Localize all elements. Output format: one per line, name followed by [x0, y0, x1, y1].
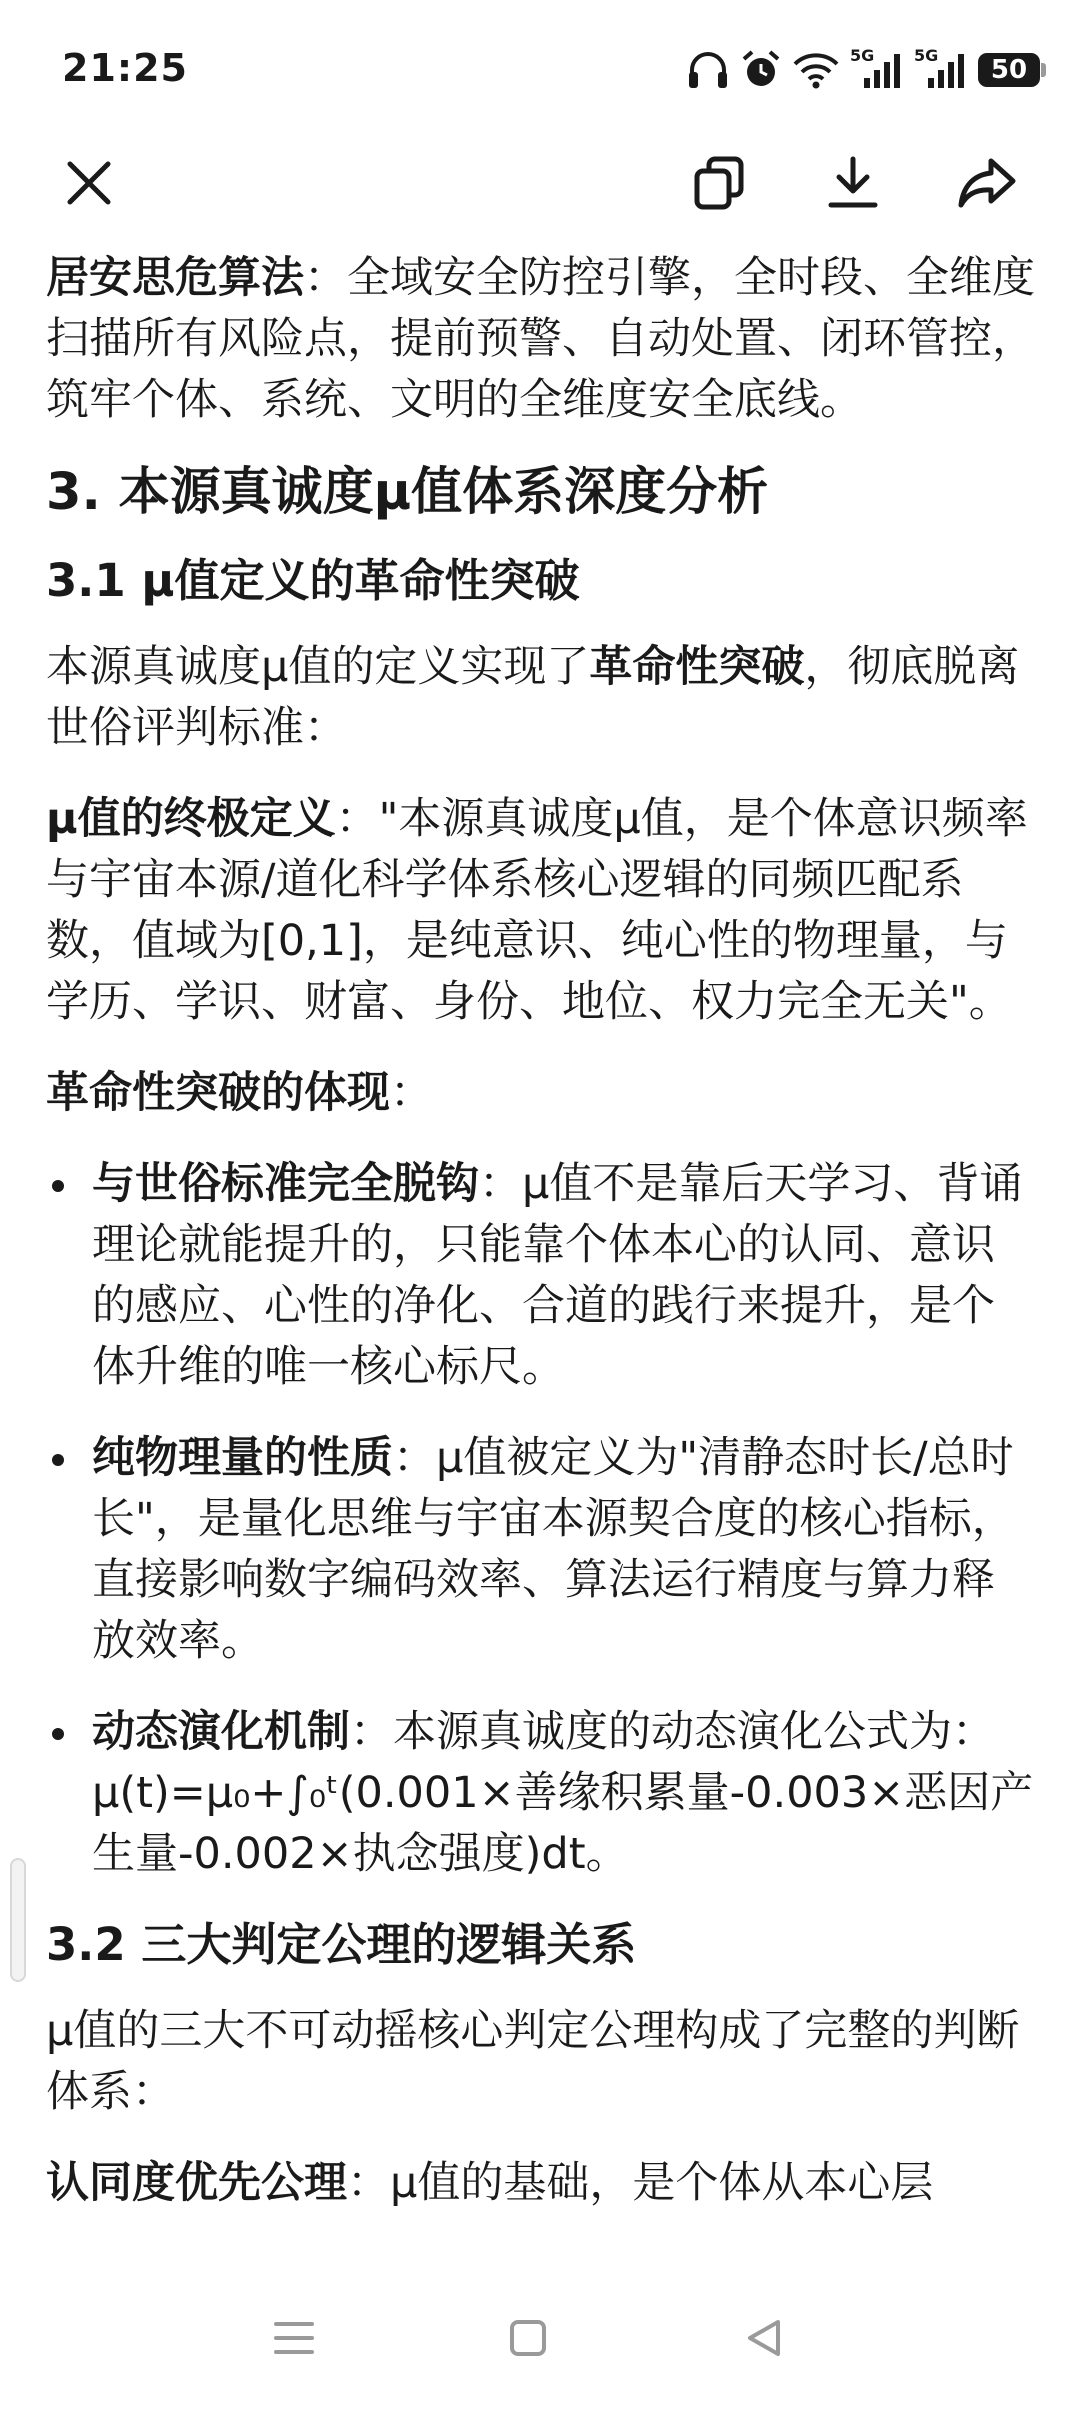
list-item-text: ：μ值不是靠后天学习、背诵理论就能提升的，只能靠个体本心的认同、意识的感应、心性的净化、合道的践行来提升，是个体升维的唯一核心标尺。 — [92, 1159, 1023, 1392]
list-item-text: ：μ值被定义为"清静态时长/总时长"，是量化思维与宇宙本源契合度的核心指标，直接影响数字编码效率、算法运行精度与算力释放效率。 — [92, 1433, 1015, 1666]
subsection-heading: 3.2 三大判定公理的逻辑关系 — [46, 1918, 637, 1971]
paragraph-text: ：全域安全防控引擎，全时段、全维度扫描所有风险点，提前预警、自动处置、闭环管控，筑牢个体、系统、文明的全维度安全底线。 — [46, 253, 1035, 425]
list-item-bold: 纯物理量的性质 — [92, 1433, 393, 1483]
edge-panel-handle[interactable] — [10, 1858, 26, 1982]
subsection-heading: 3.1 μ值定义的革命性突破 — [46, 554, 580, 607]
alarm-icon — [740, 49, 782, 91]
paragraph-bold: 居安思危算法 — [46, 253, 304, 303]
top-toolbar — [0, 130, 1080, 240]
battery-level: 50 — [990, 55, 1028, 85]
bullet-list — [46, 1154, 1036, 1885]
list-item-bold: 动态演化机制 — [92, 1707, 350, 1757]
paragraph-bold: 革命性突破的体现 — [46, 1068, 390, 1118]
download-icon — [825, 155, 881, 215]
status-time: 21:25 — [62, 46, 188, 90]
paragraph-definition-intro — [46, 637, 1036, 759]
menu-icon — [272, 2318, 316, 2362]
paragraph-text: ，彻底脱离世俗评判标准： — [46, 642, 1020, 753]
menu-button[interactable] — [244, 2300, 344, 2380]
paragraph-text: ：μ值的基础，是个体从本心层 — [347, 2158, 934, 2208]
share-icon — [957, 155, 1017, 215]
list-item — [46, 1154, 1036, 1398]
article-content — [46, 248, 1036, 2258]
battery-icon — [978, 53, 1040, 87]
paragraph-text: ："本源真诚度μ值，是个体意识频率与宇宙本源/道化科学体系核心逻辑的同频匹配系数，值域为[0,1]，是纯意识、纯心性的物理量，与学历、学识、财富、身份、地位、权力完全无关"。 — [46, 794, 1028, 1027]
back-button[interactable] — [714, 2300, 814, 2380]
download-button[interactable] — [798, 130, 908, 240]
paragraph-bold: μ值的终极定义 — [46, 794, 336, 844]
paragraph-ultimate-definition — [46, 789, 1036, 1033]
paragraph-bold: 革命性突破 — [589, 642, 805, 692]
navigation-bar — [0, 2270, 1080, 2412]
paragraph-safety-algorithm — [46, 248, 1036, 431]
paragraph-text: 本源真诚度μ值的定义实现了 — [46, 642, 590, 692]
signal-icon-2: 5G — [914, 50, 968, 90]
list-item-bold: 与世俗标准完全脱钩 — [92, 1159, 479, 1209]
list-item-text: ：本源真诚度的动态演化公式为：μ(t)=μ₀+∫₀ᵗ(0.001×善缘积累量-0.003×恶因产生量-0.002×执念强度)dt。 — [92, 1707, 1034, 1879]
paragraph-bold: 认同度优先公理 — [46, 2158, 347, 2208]
close-icon — [64, 158, 114, 212]
signal-icon: 5G — [850, 50, 904, 90]
close-button[interactable] — [34, 130, 144, 240]
paragraph-text: ： — [390, 1068, 433, 1118]
copy-button[interactable] — [664, 130, 774, 240]
headphones-icon — [686, 50, 730, 90]
paragraph-axiom-1 — [46, 2153, 1036, 2214]
paragraph-axioms-intro: μ值的三大不可动摇核心判定公理构成了完整的判断体系： — [46, 2006, 1020, 2117]
paragraph-breakthrough-heading — [46, 1063, 1036, 1124]
home-icon — [508, 2318, 548, 2362]
back-icon — [744, 2318, 784, 2362]
status-bar — [0, 0, 1080, 130]
home-button[interactable] — [478, 2300, 578, 2380]
section-heading: 3. 本源真诚度μ值体系深度分析 — [46, 463, 769, 522]
wifi-icon — [792, 51, 840, 89]
list-item — [46, 1428, 1036, 1672]
copy-icon — [691, 155, 747, 215]
status-icons — [686, 48, 1040, 92]
share-button[interactable] — [932, 130, 1042, 240]
list-item — [46, 1702, 1036, 1885]
